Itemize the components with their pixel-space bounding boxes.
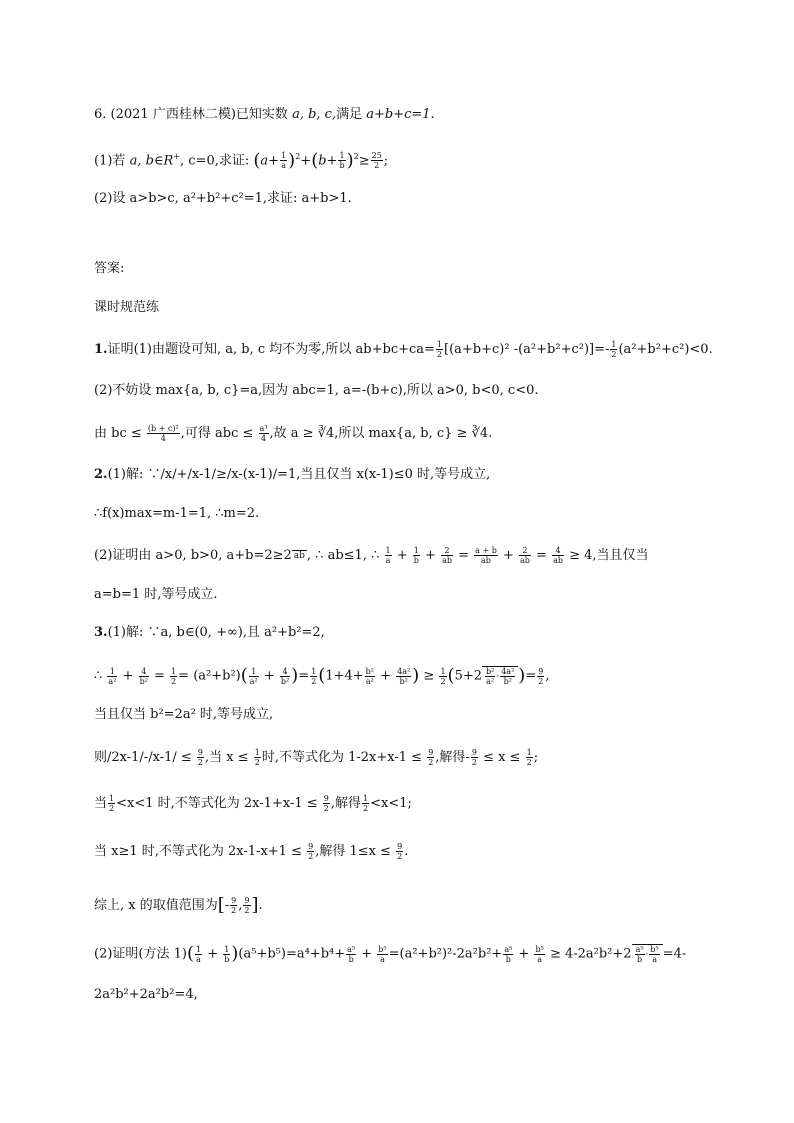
solution-3-line-8: (2)证明(方法 1)( $\frac{1}{a}$ + $\frac{1}{b}$ )(a⁵+b⁵)=a⁴+b⁴+ $\frac{\text{a⁵}}{b}$ + $\frac{\text{b⁵}}{a}$ =(a²+b²)²-2a²b²+ $\frac{\text{a⁵}}{b}$ + $\frac{\text{b⁵}}{a}$ ≥ 4-2a²b²+2 $\frac{\text{a⁵}}{b}$ · $\frac{\text{b⁵}}{a}$ =4-: [94, 943, 687, 964]
solution-1-line-2: (2)不妨设 max{a, b, c}=a,因为 abc=1, a=-(b+c),所以 a>0, b<0, c<0.: [94, 383, 539, 398]
solution-3-line-5: 当 $\frac{1}{2}$ <x<1 时,不等式化为 2x-1+x-1 ≤ $\frac{9}{2}$ ,解得 $\frac{1}{2}$ <x<1;: [94, 794, 412, 813]
solution-3-line-1: 3.(1)解: ∵a, b∈(0, +∞),且 a²+b²=2,: [94, 625, 325, 640]
solution-3-line-6: 当 x≥1 时,不等式化为 2x-1-x+1 ≤ $\frac{9}{2}$ ,解得 1≤x ≤ $\frac{9}{2}$ .: [94, 842, 409, 861]
solution-3-line-4: 则/2x-1/-/x-1/ ≤ $\frac{9}{2}$ ,当 x ≤ $\frac{1}{2}$ 时,不等式化为 1-2x+x-1 ≤ $\frac{9}{2}$ ,解得- $\frac{9}{2}$ ≤ x ≤ $\frac{1}{2}$ ;: [94, 748, 539, 767]
solution-3-line-2: ∴ $\frac{1}{\text{a²}}$ + $\frac{4}{\text{b²}}$ = $\frac{1}{2}$ = (a²+b²)( $\frac{1}{\text{a²}}$ + $\frac{4}{\text{b²}}$ )= $\frac{1}{2}$ (1+4+ $\frac{\text{b²}}{\text{a²}}$ + $\frac{\text{4a²}}{\text{b²}}$ ) ≥ $\frac{1}{2}$ (5+2 $\frac{\text{b²}}{\text{a²}}$ · $\frac{\text{4a²}}{\text{b²}}$ )= $\frac{9}{2}$ ,: [94, 665, 550, 686]
problem-statement: 6. (2021 广西桂林二模)已知实数 a, b, c,满足 a+b+c=1.: [94, 107, 435, 122]
solution-2-line-1: 2.(1)解: ∵/x/+/x-1/≥/x-(x-1)/=1,当且仅当 x(x-1)≤0 时,等号成立,: [94, 467, 491, 482]
problem-part-2: (2)设 a>b>c, a²+b²+c²=1,求证: a+b>1.: [94, 191, 352, 206]
problem-part-1: (1)若 a, b∈R+, c=0,求证: (a+ $\frac{1}{a}$ )$^2$+(b+ $\frac{1}{b}$ )$^2$≥ $\frac{25}{2}$ ;: [94, 149, 389, 171]
solution-3-line-7: 综上, x 的取值范围为[- $\frac{9}{2}$ , $\frac{9}{2}$ ].: [94, 894, 263, 916]
answer-label: 答案:: [94, 261, 125, 276]
solution-1-line-1: 1.证明(1)由题设可知, a, b, c 均不为零,所以 ab+bc+ca= $\frac{1}{2}$ [(a+b+c)² -(a²+b²+c²)]=- $\frac{1}{2}$ (a²+b²+c²)<0.: [94, 340, 713, 359]
solution-2-line-2: ∴f(x)max=m-1=1, ∴m=2.: [94, 506, 260, 521]
solution-2-line-4: a=b=1 时,等号成立.: [94, 587, 218, 602]
section-title: 课时规范练: [94, 300, 160, 315]
solution-3-line-3: 当且仅当 b²=2a² 时,等号成立,: [94, 707, 274, 722]
solution-1-line-3: 由 bc ≤ $\frac{\text{(b + c)²}}{4}$ ,可得 abc ≤ $\frac{\text{a³}}{4}$ ,故 a ≥ ∛4,所以 max{a, b, c} ≥ ∛4.: [94, 424, 493, 443]
solution-2-line-3: (2)证明由 a>0, b>0, a+b=2≥2 ab , ∴ ab≤1, ∴ $\frac{1}{a}$ + $\frac{1}{b}$ + $\frac{2}{ab}$ = $\frac{a + b}{ab}$ + $\frac{2}{ab}$ = $\frac{4}{ab}$ ≥ 4,当且仅当: [94, 546, 649, 565]
solution-3-line-9: 2a²b²+2a²b²=4,: [94, 987, 198, 1002]
